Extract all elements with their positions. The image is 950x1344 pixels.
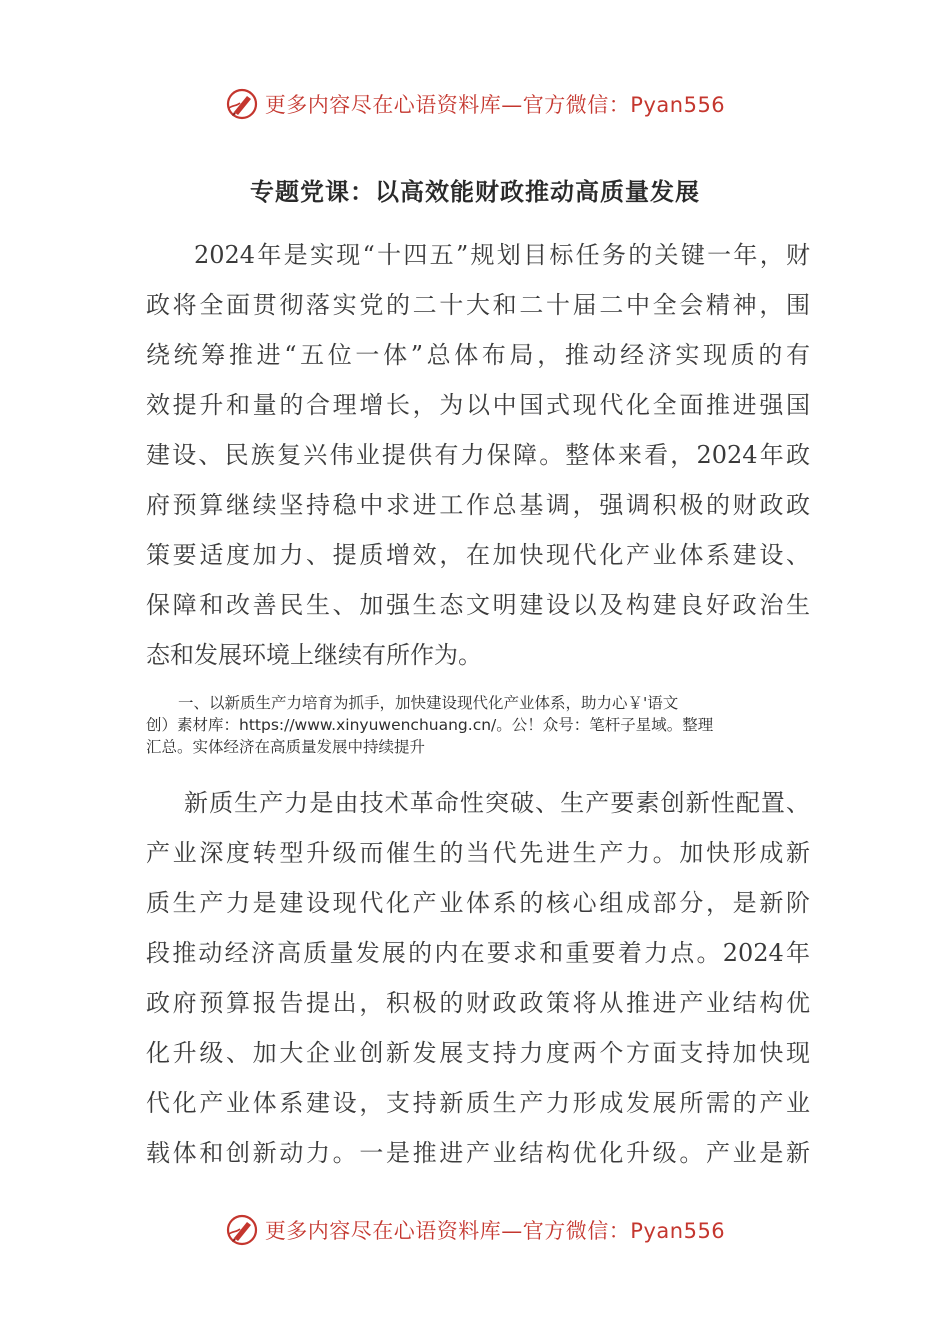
paragraph-intro [146, 230, 810, 680]
pen-nib-circle-icon [225, 1213, 259, 1247]
section-heading [146, 692, 806, 758]
paragraph-line: 2024年是实现“十四五”规划目标任务的关键一年，财 [194, 241, 810, 269]
section-heading-line: 创）素材库：https://www.xinyuwenchuang.cn/。公！众号：笔杆子星域。整理 [146, 716, 714, 734]
paragraph-line: 载体和创新动力。一是推进产业结构优化升级。产业是新 [146, 1139, 810, 1167]
paragraph-line: 效提升和量的合理增长，为以中国式现代化全面推进强国 [146, 391, 810, 419]
document-title: 专题党课：以高效能财政推动高质量发展 [250, 178, 700, 206]
paragraph-line: 策要适度加力、提质增效，在加快现代化产业体系建设、 [146, 541, 810, 569]
header-banner [0, 82, 950, 126]
paragraph-line: 建设、民族复兴伟业提供有力保障。整体来看，2024年政 [146, 441, 810, 469]
section-heading-line: 一、以新质生产力培育为抓手，加快建设现代化产业体系，助力心￥'语文 [178, 694, 679, 712]
paragraph-line: 产业深度转型升级而催生的当代先进生产力。加快形成新 [146, 839, 810, 867]
paragraph-new-productivity [146, 778, 810, 1178]
section-heading-line: 汇总。实体经济在高质量发展中持续提升 [146, 738, 426, 756]
paragraph-line: 段推动经济高质量发展的内在要求和重要着力点。2024年 [146, 939, 810, 967]
paragraph-line: 质生产力是建设现代化产业体系的核心组成部分，是新阶 [146, 889, 810, 917]
paragraph-line: 政将全面贯彻落实党的二十大和二十届二中全会精神，围 [146, 291, 810, 319]
paragraph-line: 保障和改善民生、加强生态文明建设以及构建良好政治生 [146, 591, 810, 619]
banner-text: 更多内容尽在心语资料库—官方微信：Pyan556 [264, 1219, 726, 1243]
paragraph-line: 府预算继续坚持稳中求进工作总基调，强调积极的财政政 [146, 491, 810, 519]
footer-banner [0, 1208, 950, 1252]
paragraph-line: 态和发展环境上继续有所作为。 [146, 641, 482, 669]
paragraph-line: 政府预算报告提出，积极的财政政策将从推进产业结构优 [146, 989, 810, 1017]
paragraph-line: 新质生产力是由技术革命性突破、生产要素创新性配置、 [184, 789, 810, 817]
paragraph-line: 代化产业体系建设，支持新质生产力形成发展所需的产业 [146, 1089, 810, 1117]
paragraph-line: 绕统筹推进“五位一体”总体布局，推动经济实现质的有 [146, 341, 810, 369]
paragraph-line: 化升级、加大企业创新发展支持力度两个方面支持加快现 [146, 1039, 810, 1067]
banner-text: 更多内容尽在心语资料库—官方微信：Pyan556 [264, 93, 726, 117]
pen-nib-circle-icon [225, 87, 259, 121]
